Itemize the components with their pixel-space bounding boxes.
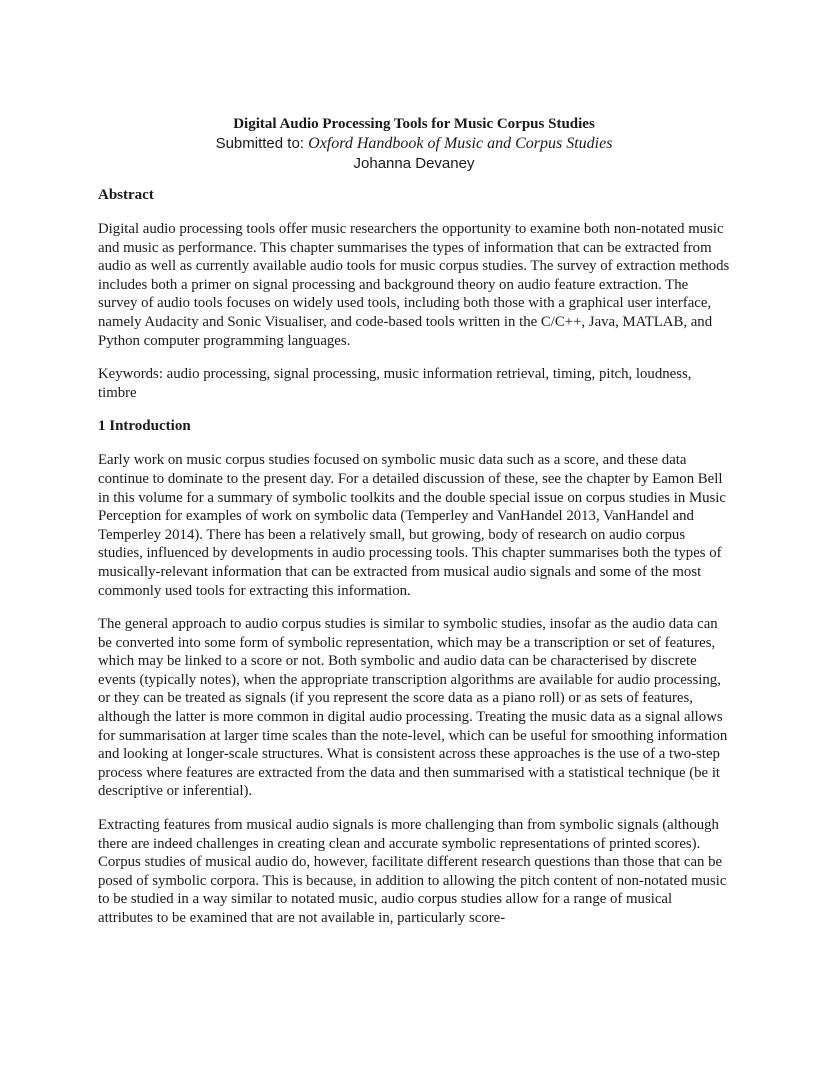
submitted-prefix: Submitted to: bbox=[215, 135, 309, 152]
submission-line bbox=[0, 134, 828, 154]
title-block bbox=[0, 114, 828, 174]
introduction-paragraph-1: Early work on music corpus studies focused on symbolic music data such as a score, and these data continue to dominate to the present day. For a detailed discussion of these, see the chapter by Eamon Bell in this volume for a summary of symbolic toolkits and the double special issue on corpus studies in Music Perception for examples of work on symbolic data (Temperley and VanHandel 2013, VanHandel and Temperley 2014). There has been a relatively small, but growing, body of research on audio corpus studies, influenced by developments in audio processing tools. This chapter summarises both the types of musically-relevant information that can be extracted from musical audio signals and some of the most commonly used tools for extracting this information. bbox=[98, 452, 726, 599]
paper-title: Digital Audio Processing Tools for Music Corpus Studies bbox=[233, 116, 595, 132]
introduction-paragraph-3: Extracting features from musical audio signals is more challenging than from symbolic signals (although there are indeed challenges in creating clean and accurate symbolic representations of printed scores). Corpus studies of musical audio do, however, facilitate different research questions than those that can be posed of symbolic corpora. This is because, in addition to allowing the pitch content of non-notated music to be studied in a way similar to notated music, audio corpus studies allow for a range of musical attributes to be examined that are not available in, particularly score- bbox=[98, 817, 727, 926]
author-name: Johanna Devaney bbox=[353, 155, 475, 172]
keywords-paragraph: Keywords: audio processing, signal processing, music information retrieval, timing, pitch, loudness, timbre bbox=[98, 366, 692, 401]
document-body bbox=[98, 186, 730, 928]
introduction-paragraph-2: The general approach to audio corpus studies is similar to symbolic studies, insofar as the audio data can be converted into some form of symbolic representation, which may be a transcription or set of features, which may be linked to a score or not. Both symbolic and audio data can be characterised by discrete events (typically notes), when the appropriate transcription algorithms are available for audio processing, or they can be treated as signals (if you represent the score data as a piano roll) or as sets of features, although the latter is more common in digital audio processing. Treating the music data as a signal allows for summarisation at larger time scales than the note-level, which can be useful for smoothing information and looking at longer-scale structures. What is consistent across these approaches is the use of a two-step process where features are extracted from the data and then summarised with a statistical technique (be it descriptive or inferential). bbox=[98, 616, 728, 800]
abstract-heading: Abstract bbox=[98, 187, 154, 203]
abstract-paragraph: Digital audio processing tools offer music researchers the opportunity to examine both non-notated music and music as performance. This chapter summarises the types of information that can be extracted from audio as well as currently available audio tools for music corpus studies. The survey of extraction methods includes both a primer on signal processing and background theory on audio feature extraction. The survey of audio tools focuses on widely used tools, including both those with a graphical user interface, namely Audacity and Sonic Visualiser, and code-based tools written in the C/C++, Java, MATLAB, and Python computer programming languages. bbox=[98, 221, 730, 349]
submitted-venue: Oxford Handbook of Music and Corpus Studies bbox=[308, 135, 613, 152]
section-heading-introduction: 1 Introduction bbox=[98, 418, 191, 435]
